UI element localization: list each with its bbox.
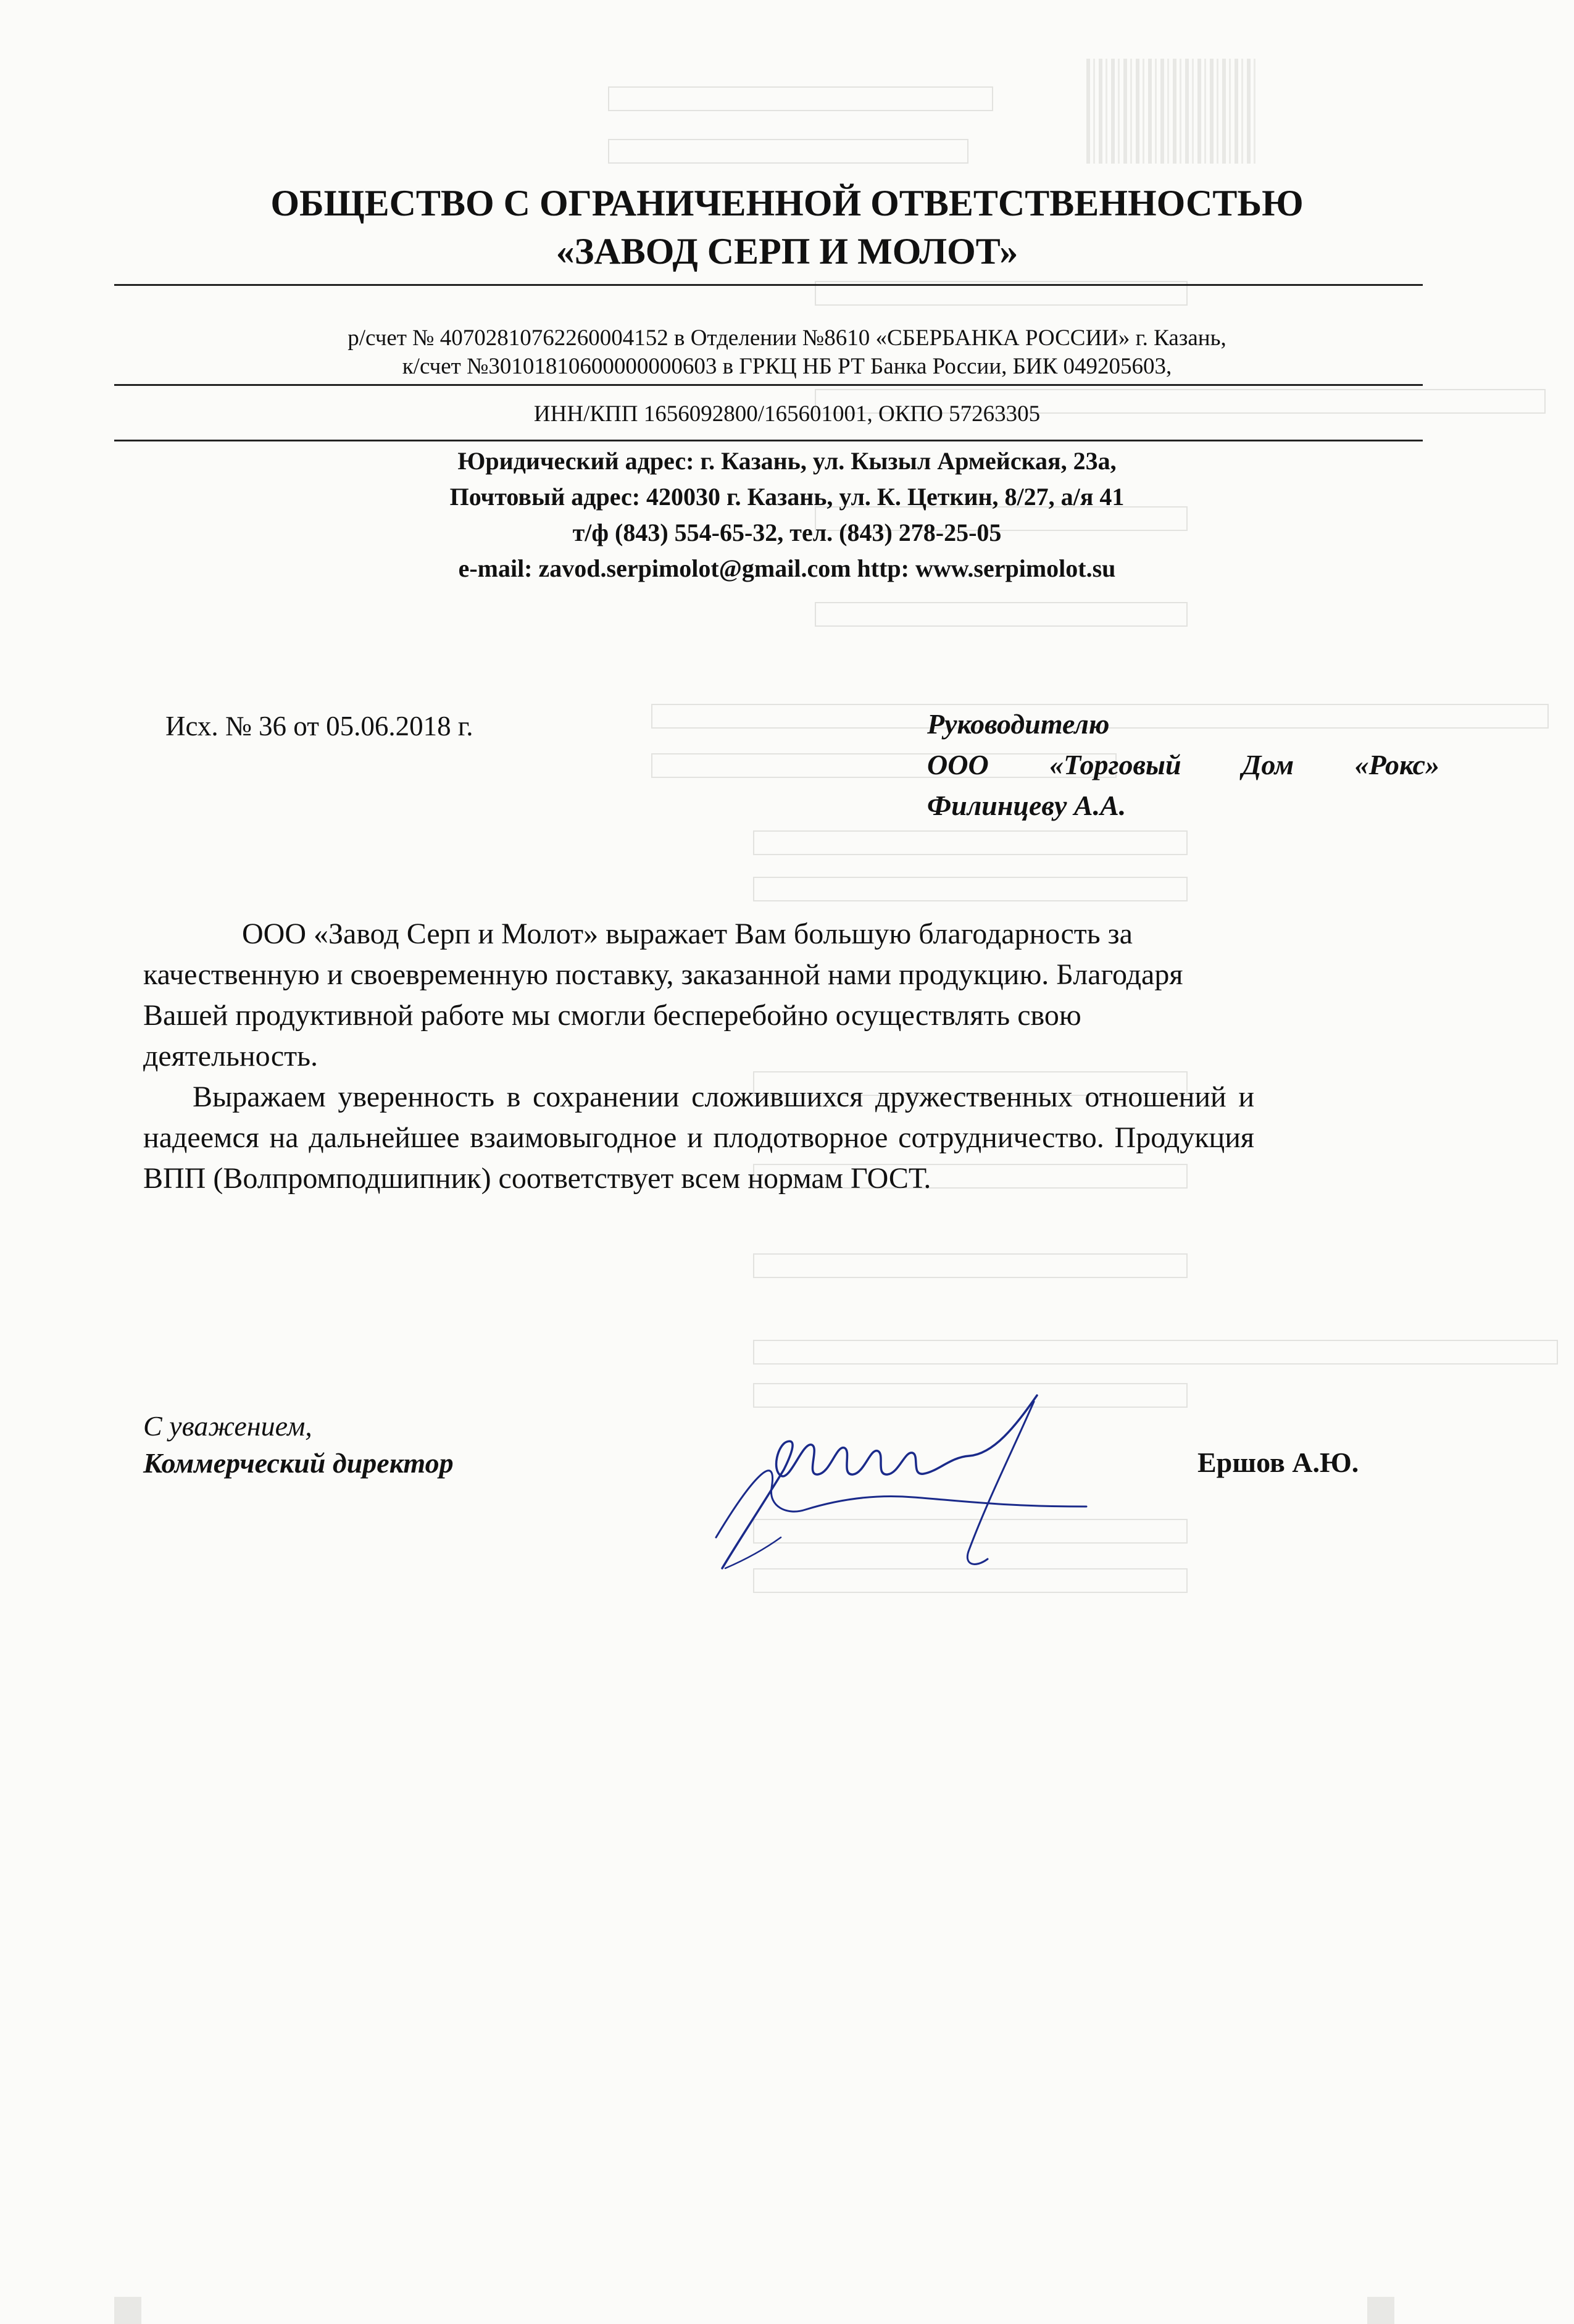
bank-details-line1: р/счет № 40702810762260004152 в Отделении №8610 «СБЕРБАНКА РОССИИ» г. Казань,: [348, 325, 1226, 351]
bleed-through-field: [608, 86, 993, 111]
postal-address: Почтовый адрес: 420030 г. Казань, ул. К. Цеткин, 8/27, а/я 41: [449, 483, 1125, 511]
legal-address: Юридический адрес: г. Казань, ул. Кызыл Армейская, 23а,: [457, 447, 1117, 475]
header-divider: [114, 284, 1423, 286]
letter-body: [143, 914, 1254, 1199]
closing-block: [143, 1408, 454, 1482]
bleed-through-marker: [114, 2297, 141, 2324]
company-name: [111, 179, 1463, 275]
body-paragraph-2: Выражаем уверенность в сохранении сложившихся дружественных отношений и надеемся на дальнейшее взаимовыгодное и плодотворное сотрудничество. Продукция ВПП (Волпромподшипник) соответствует всем нормам ГОСТ.: [143, 1080, 1254, 1195]
email-website: e-mail: zavod.serpimolot@gmail.com http: www.serpimolot.su: [458, 554, 1116, 582]
recipient-block: [927, 704, 1439, 826]
signer-position: Коммерческий директор: [143, 1447, 454, 1479]
outgoing-reference: Исх. № 36 от 05.06.2018 г.: [165, 711, 473, 742]
company-name-line2: «ЗАВОД СЕРП И МОЛОТ»: [556, 231, 1018, 272]
bleed-through-field: [608, 139, 968, 164]
bank-details-line2: к/счет №30101810600000000603 в ГРКЦ НБ РТ Банка России, БИК 049205603,: [402, 354, 1172, 379]
address-block: [111, 443, 1463, 587]
bleed-through-field: [815, 602, 1188, 627]
signer-name: Ершов А.Ю.: [1197, 1447, 1359, 1478]
tax-ids: ИНН/КПП 1656092800/165601001, ОКПО 57263305: [533, 401, 1041, 427]
phone-numbers: т/ф (843) 554-65-32, тел. (843) 278-25-05: [572, 519, 1002, 546]
recipient-company: ООО «Торговый Дом «Рокс»: [927, 749, 1439, 780]
bleed-through-marker: [1367, 2297, 1394, 2324]
recipient-name: Филинцеву А.А.: [927, 790, 1126, 821]
bleed-through-field: [753, 830, 1188, 855]
recipient-title: Руководителю: [927, 708, 1110, 740]
bleed-through-barcode: [1086, 59, 1259, 164]
tax-divider: [114, 440, 1423, 441]
bleed-through-field: [753, 877, 1188, 901]
body-paragraph-1: ООО «Завод Серп и Молот» выражает Вам большую благодарность за качественную и своевременную поставку, заказанной нами продукцию. Благодаря Вашей продуктивной работе мы смогли бесперебойно осуществлять свою деятельность.: [143, 917, 1183, 1072]
bleed-through-field: [753, 1340, 1558, 1365]
closing-regards: С уважением,: [143, 1410, 312, 1442]
bleed-through-field: [753, 1253, 1188, 1278]
bank-details: [111, 324, 1463, 381]
bank-divider: [114, 384, 1423, 386]
company-name-line1: ОБЩЕСТВО С ОГРАНИЧЕННОЙ ОТВЕТСТВЕННОСТЬЮ: [270, 183, 1304, 224]
handwritten-signature: [679, 1383, 1111, 1581]
